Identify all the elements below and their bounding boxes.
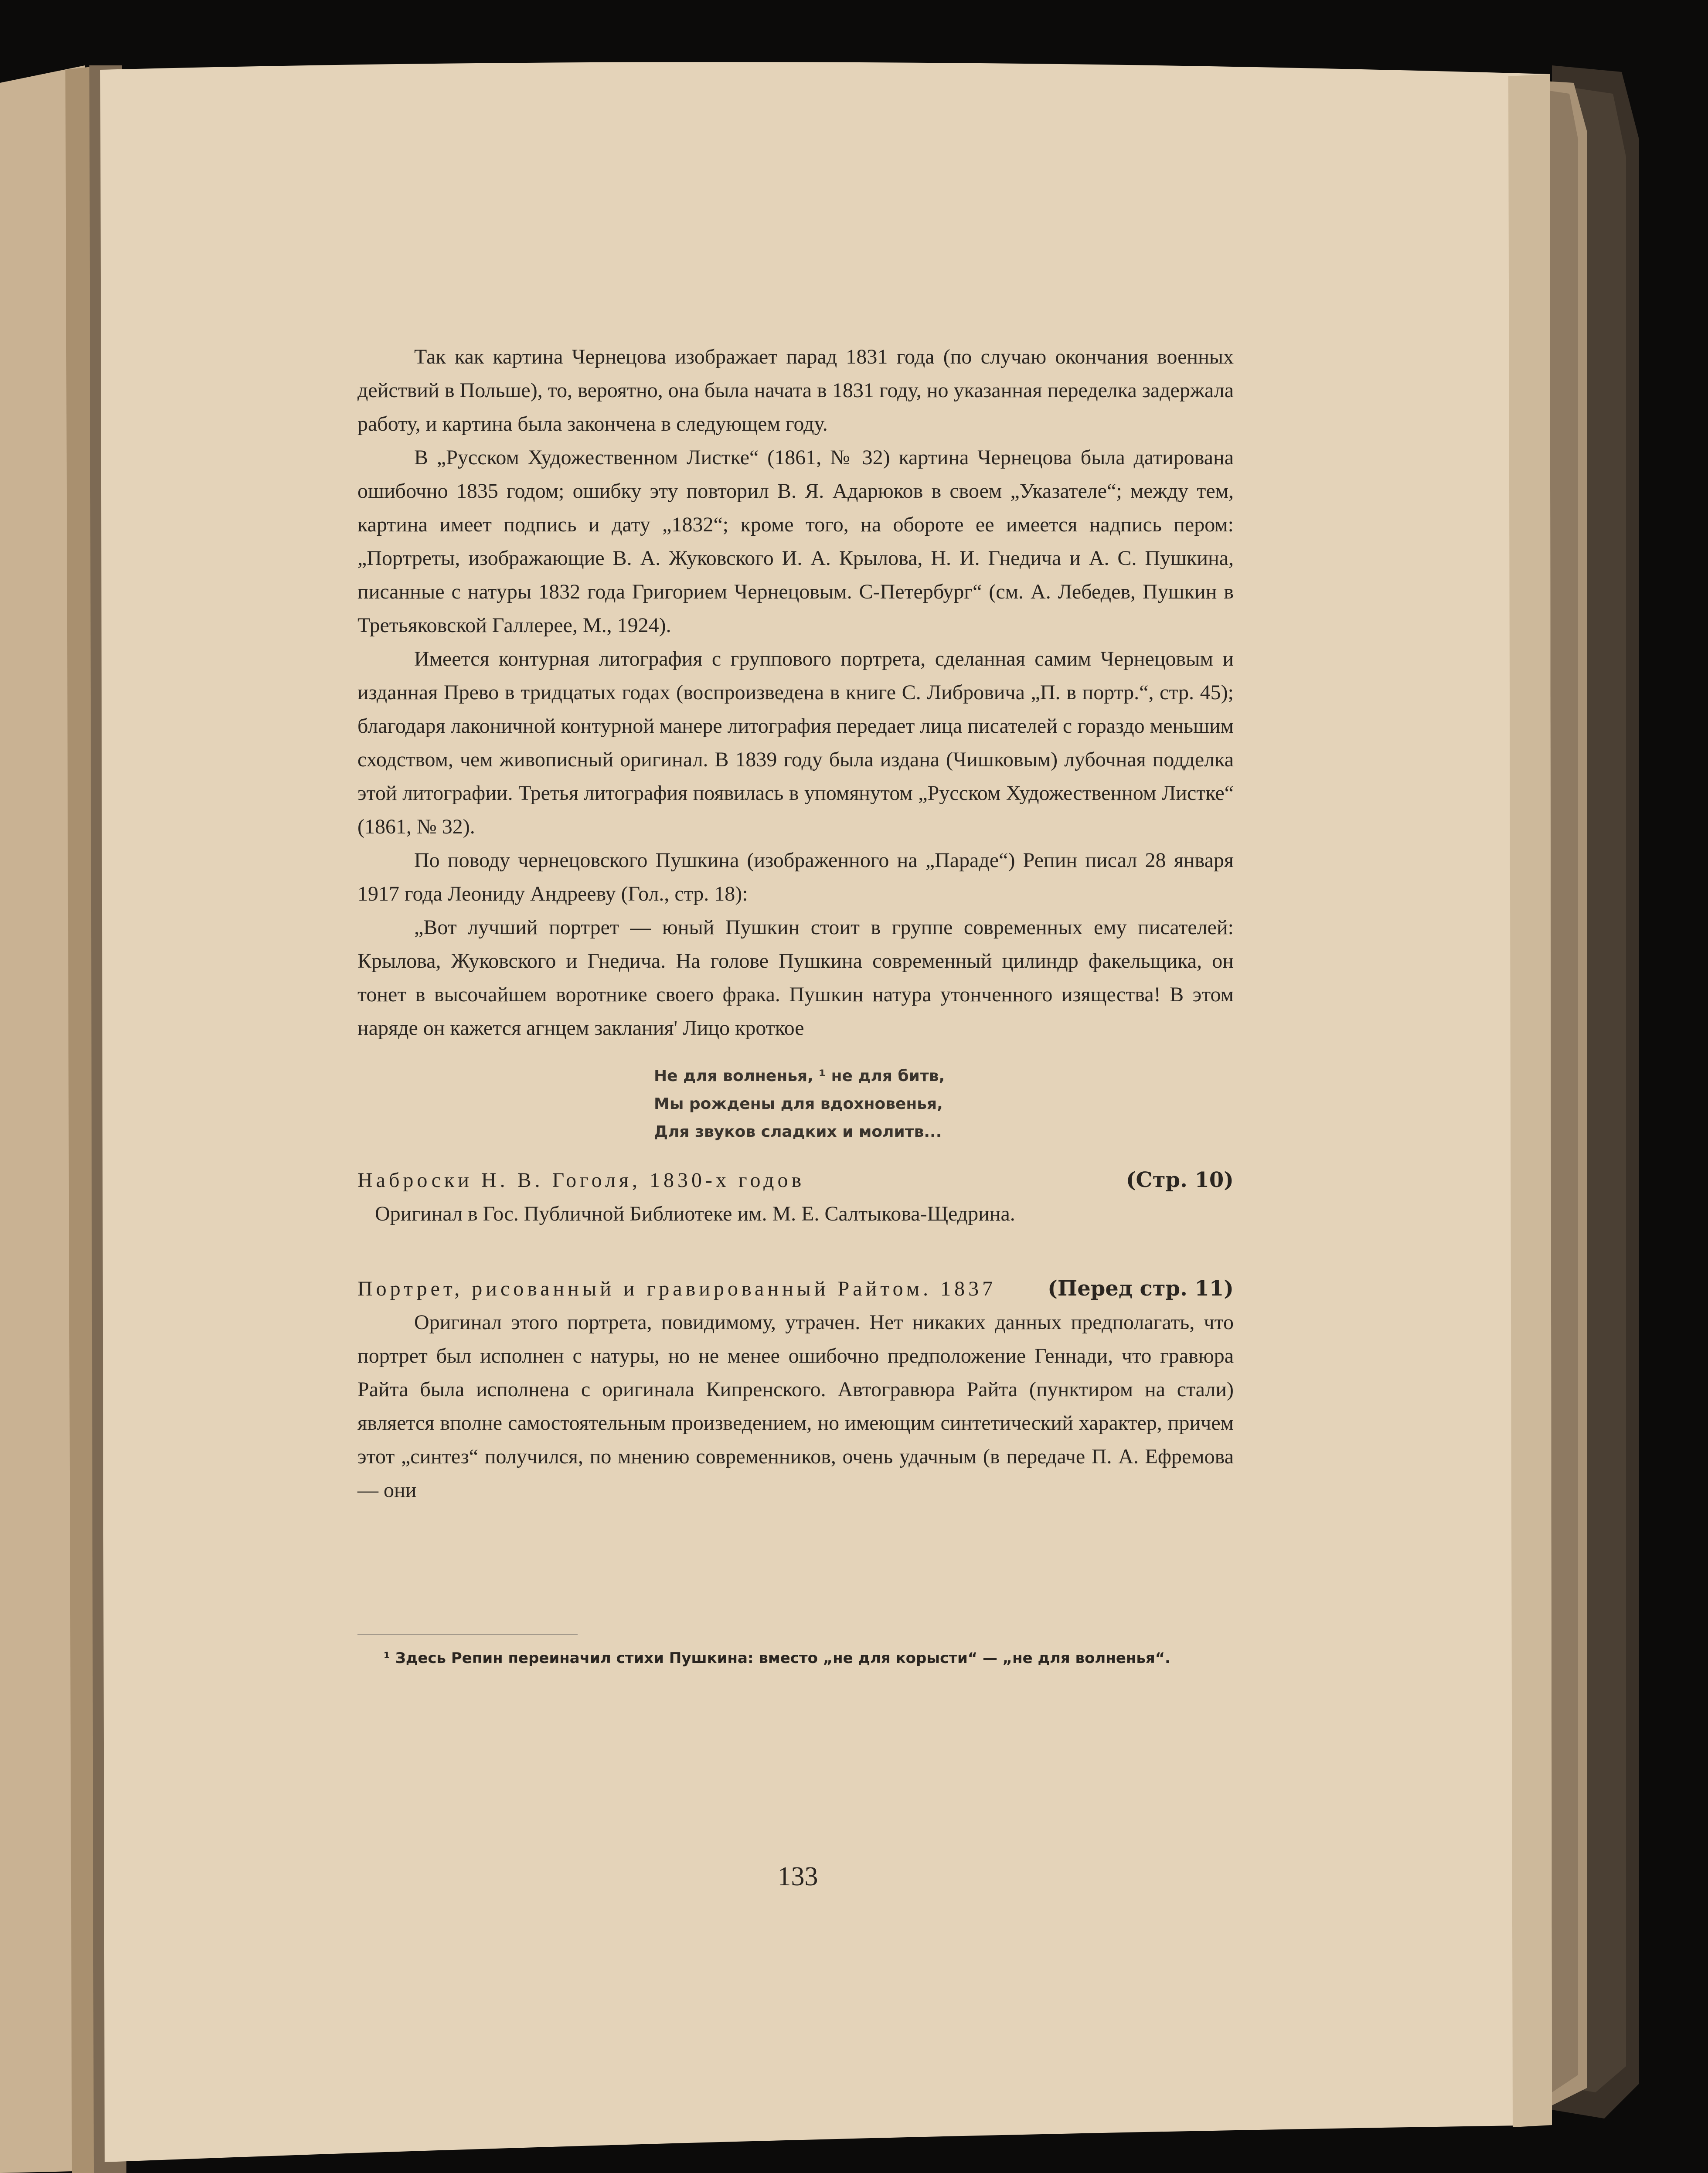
paragraph: Так как картина Чернецова изображает парад 1831 года (по случаю окончания военных действий в Польше), то, вероятно, она была начата в 1831 году, но указанная переделка задержала работу, и картина была закончена в следующем году. xyxy=(357,345,1234,435)
page-reference: (Стр. 10) xyxy=(1126,1168,1234,1192)
page-reference: (Перед стр. 11) xyxy=(1048,1276,1234,1301)
paragraph: Оригинал этого портрета, повидимому, утрачен. Нет никаких данных предполагать, что портрет был исполнен с натуры, но не менее ошибочно предположение Геннади, что гравюра Райта была исполнена с оригинала Кипренского. Автогравюра Райта (пунктиром на стали) является вполне самостоятельным произведением, но имеющим синтетический характер, причем этот „синтез“ получился, по мнению современников, очень удачным (в передаче П. А. Ефремова — они xyxy=(357,1311,1234,1502)
entry-title: Портрет, рисованный и гравированный Райтом. 1837 xyxy=(357,1277,997,1300)
paragraph: По поводу чернецовского Пушкина (изображенного на „Параде“) Репин писал 28 января 1917 года Леониду Андрееву (Гол., стр. 18): xyxy=(357,849,1234,905)
quotation-paragraph: „Вот лучший портрет — юный Пушкин стоит в группе современных ему писателей: Крылова, Жуковского и Гнедича. На голове Пушкина современный цилиндр факельщика, он тонет в высочайшем воротнике своего фрака. Пушкин натура утонченного изящества! В этом наряде он кажется агнцем заклания' Лицо кроткое xyxy=(357,916,1234,1040)
paragraph: Имеется контурная литография с группового портрета, сделанная самим Чернецовым и изданная Прево в тридцатых годах (воспроизведена в книге С. Либровича „П. в портр.“, стр. 45); благодаря лаконичной контурной манере литография передает лица писателей с гораздо меньшим сходством, чем живописный оригинал. В 1839 году была издана (Чишковым) лубочная подделка этой литографии. Третья литография появилась в упомянутом „Русском Художественном Листке“ (1861, № 32). xyxy=(357,647,1234,838)
page-text-block xyxy=(357,340,1234,1507)
entry-note: Оригинал в Гос. Публичной Библиотеке им. М. Е. Салтыкова-Щедрина. xyxy=(375,1202,1015,1225)
entry-title: Наброски Н. В. Гоголя, 1830-х годов xyxy=(357,1169,805,1192)
poem-quote xyxy=(654,1062,1234,1146)
paragraph: В „Русском Художественном Листке“ (1861, № 32) картина Чернецова была датирована ошибочно 1835 годом; ошибку эту повторил В. Я. Адарюков в своем „Указателе“; между тем, картина имеет подпись и дату „1832“; кроме того, на обороте ее имеется надпись пером: „Портреты, изображающие В. А. Жуковского И. А. Крылова, Н. И. Гнедича и А. С. Пушкина, писанные с натуры 1832 года Григорием Чернецовым. С-Петербург“ (см. А. Лебедев, Пушкин в Третьяковской Галлерее, М., 1924). xyxy=(357,446,1234,637)
poem-line: Не для волненья, ¹ не для битв, xyxy=(654,1067,945,1085)
footnote: ¹ Здесь Репин переиначил стихи Пушкина: вместо „не для корысти“ — „не для волненья“. xyxy=(384,1649,1170,1667)
poem-line: Для звуков сладких и молитв... xyxy=(654,1123,942,1141)
footnote-divider xyxy=(357,1634,578,1635)
poem-line: Мы рождены для вдохновенья, xyxy=(654,1095,943,1113)
entry-heading-gogol xyxy=(357,1163,1234,1197)
entry-heading-wright xyxy=(357,1272,1234,1306)
page-number: 133 xyxy=(777,1862,818,1891)
